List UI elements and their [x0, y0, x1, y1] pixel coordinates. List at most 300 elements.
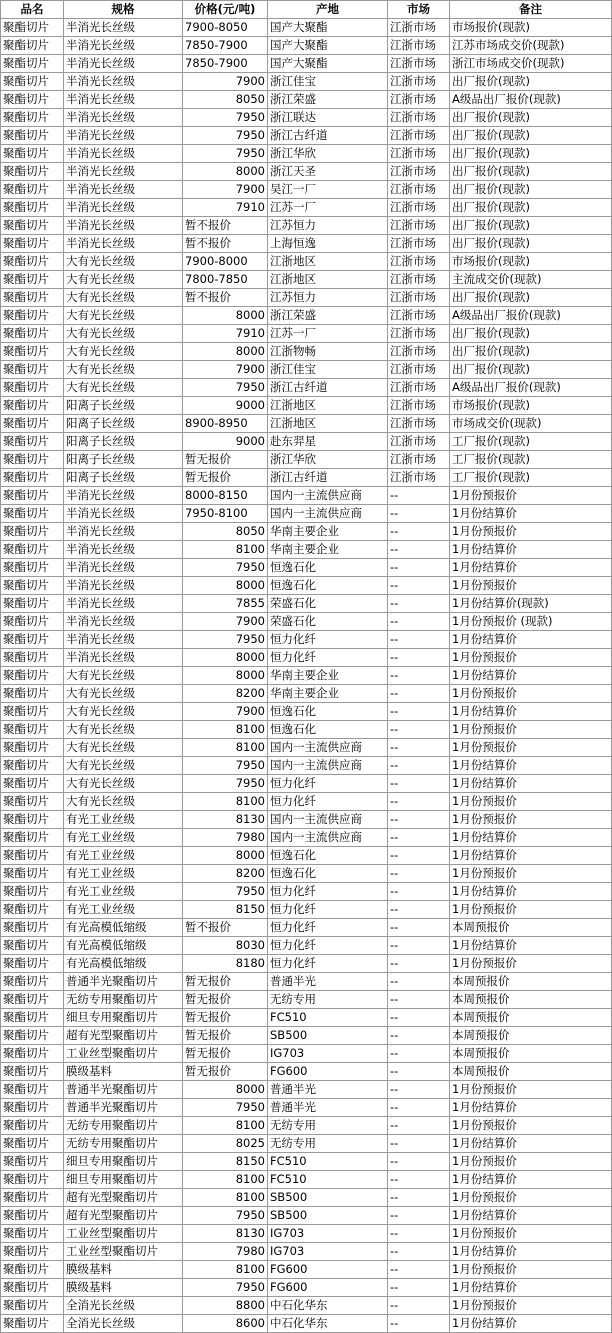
cell-product: 聚酯切片 — [1, 937, 64, 955]
cell-note: 1月份结算价 — [450, 631, 612, 649]
cell-origin: 恒力化纤 — [268, 775, 388, 793]
cell-note: 1月份预报价 — [450, 901, 612, 919]
cell-origin: 恒力化纤 — [268, 901, 388, 919]
cell-note: 1月份结算价 — [450, 1099, 612, 1117]
cell-market: 江浙市场 — [388, 163, 450, 181]
cell-market: 江浙市场 — [388, 271, 450, 289]
table-row — [1, 1153, 612, 1171]
cell-spec: 半消光长丝级 — [64, 577, 183, 595]
cell-price: 9000 — [183, 397, 268, 415]
cell-price: 8000 — [183, 649, 268, 667]
cell-origin: 浙江古纤道 — [268, 469, 388, 487]
cell-market: -- — [388, 541, 450, 559]
cell-note: 1月份预报价 — [450, 487, 612, 505]
cell-price: 暂无报价 — [183, 469, 268, 487]
cell-note: 1月份结算价 — [450, 829, 612, 847]
cell-origin: 江苏一厂 — [268, 199, 388, 217]
cell-note: 1月份预报价 — [450, 1297, 612, 1315]
cell-spec: 膜级基料 — [64, 1279, 183, 1297]
cell-origin: FC510 — [268, 1171, 388, 1189]
header-row — [1, 1, 612, 19]
cell-origin: 浙江古纤道 — [268, 379, 388, 397]
cell-product: 聚酯切片 — [1, 919, 64, 937]
cell-product: 聚酯切片 — [1, 703, 64, 721]
table-row — [1, 595, 612, 613]
cell-market: -- — [388, 595, 450, 613]
table-row — [1, 379, 612, 397]
cell-note: 1月份结算价 — [450, 937, 612, 955]
cell-note: 工厂报价(现款) — [450, 433, 612, 451]
header-price: 价格(元/吨) — [183, 1, 268, 19]
cell-origin: IG703 — [268, 1045, 388, 1063]
table-row — [1, 1189, 612, 1207]
cell-spec: 半消光长丝级 — [64, 199, 183, 217]
cell-origin: FG600 — [268, 1261, 388, 1279]
cell-product: 聚酯切片 — [1, 217, 64, 235]
table-row — [1, 199, 612, 217]
table-row — [1, 127, 612, 145]
cell-market: -- — [388, 1117, 450, 1135]
cell-product: 聚酯切片 — [1, 37, 64, 55]
cell-market: 江浙市场 — [388, 181, 450, 199]
cell-origin: 恒力化纤 — [268, 649, 388, 667]
cell-note: 出厂报价(现款) — [450, 217, 612, 235]
cell-spec: 有光工业丝级 — [64, 901, 183, 919]
cell-market: -- — [388, 523, 450, 541]
cell-origin: 国内一主流供应商 — [268, 487, 388, 505]
cell-note: 浙江市场成交价(现款) — [450, 55, 612, 73]
cell-price: 8200 — [183, 685, 268, 703]
cell-price: 9000 — [183, 433, 268, 451]
cell-spec: 全消光长丝级 — [64, 1315, 183, 1333]
cell-price: 暂无报价 — [183, 973, 268, 991]
cell-product: 聚酯切片 — [1, 505, 64, 523]
cell-price: 7950 — [183, 127, 268, 145]
cell-origin: SB500 — [268, 1027, 388, 1045]
cell-note: 1月份预报价 — [450, 1189, 612, 1207]
cell-spec: 有光高模低缩级 — [64, 955, 183, 973]
cell-price: 8050 — [183, 523, 268, 541]
cell-product: 聚酯切片 — [1, 991, 64, 1009]
table-row — [1, 1297, 612, 1315]
cell-origin: 华南主要企业 — [268, 541, 388, 559]
table-row — [1, 865, 612, 883]
cell-note: A级品出厂报价(现款) — [450, 379, 612, 397]
cell-product: 聚酯切片 — [1, 145, 64, 163]
cell-note: 工厂报价(现款) — [450, 451, 612, 469]
cell-product: 聚酯切片 — [1, 811, 64, 829]
cell-market: -- — [388, 811, 450, 829]
table-row — [1, 343, 612, 361]
table-row — [1, 1261, 612, 1279]
cell-note: 1月份结算价 — [450, 1207, 612, 1225]
table-row — [1, 685, 612, 703]
cell-origin: 浙江华欣 — [268, 451, 388, 469]
cell-product: 聚酯切片 — [1, 73, 64, 91]
cell-note: 本周预报价 — [450, 973, 612, 991]
cell-product: 聚酯切片 — [1, 1315, 64, 1333]
cell-product: 聚酯切片 — [1, 685, 64, 703]
table-row — [1, 109, 612, 127]
cell-product: 聚酯切片 — [1, 1207, 64, 1225]
cell-price: 7900-8000 — [183, 253, 268, 271]
cell-market: 江浙市场 — [388, 289, 450, 307]
cell-origin: 荣盛石化 — [268, 595, 388, 613]
table-row — [1, 901, 612, 919]
cell-price: 7800-7850 — [183, 271, 268, 289]
cell-spec: 大有光长丝级 — [64, 667, 183, 685]
cell-origin: IG703 — [268, 1225, 388, 1243]
cell-spec: 半消光长丝级 — [64, 649, 183, 667]
cell-spec: 半消光长丝级 — [64, 109, 183, 127]
cell-product: 聚酯切片 — [1, 523, 64, 541]
cell-product: 聚酯切片 — [1, 829, 64, 847]
cell-product: 聚酯切片 — [1, 469, 64, 487]
cell-market: -- — [388, 739, 450, 757]
cell-spec: 半消光长丝级 — [64, 163, 183, 181]
cell-market: 江浙市场 — [388, 145, 450, 163]
cell-market: 江浙市场 — [388, 433, 450, 451]
cell-product: 聚酯切片 — [1, 955, 64, 973]
cell-market: -- — [388, 883, 450, 901]
cell-price: 8150 — [183, 1153, 268, 1171]
cell-spec: 阳离子长丝级 — [64, 397, 183, 415]
cell-product: 聚酯切片 — [1, 361, 64, 379]
table-row — [1, 757, 612, 775]
cell-market: 江浙市场 — [388, 37, 450, 55]
cell-market: -- — [388, 955, 450, 973]
cell-note: 1月份结算价 — [450, 1171, 612, 1189]
cell-spec: 无纺专用聚酯切片 — [64, 991, 183, 1009]
table-row — [1, 1045, 612, 1063]
cell-spec: 半消光长丝级 — [64, 613, 183, 631]
cell-product: 聚酯切片 — [1, 865, 64, 883]
cell-note: 1月份预报价 — [450, 793, 612, 811]
cell-spec: 有光工业丝级 — [64, 811, 183, 829]
table-row — [1, 451, 612, 469]
cell-price: 7950 — [183, 1207, 268, 1225]
cell-market: -- — [388, 1009, 450, 1027]
cell-price: 8000 — [183, 307, 268, 325]
cell-price: 8000-8150 — [183, 487, 268, 505]
cell-origin: FC510 — [268, 1009, 388, 1027]
cell-spec: 半消光长丝级 — [64, 523, 183, 541]
cell-origin: 恒力化纤 — [268, 937, 388, 955]
cell-market: -- — [388, 1225, 450, 1243]
cell-product: 聚酯切片 — [1, 253, 64, 271]
cell-origin: 吴江一厂 — [268, 181, 388, 199]
table-row — [1, 361, 612, 379]
cell-price: 8100 — [183, 739, 268, 757]
cell-market: 江浙市场 — [388, 73, 450, 91]
cell-product: 聚酯切片 — [1, 739, 64, 757]
table-row — [1, 703, 612, 721]
cell-spec: 细旦专用聚酯切片 — [64, 1153, 183, 1171]
cell-price: 8200 — [183, 865, 268, 883]
cell-product: 聚酯切片 — [1, 559, 64, 577]
cell-origin: 国内一主流供应商 — [268, 829, 388, 847]
cell-market: -- — [388, 631, 450, 649]
cell-market: 江浙市场 — [388, 91, 450, 109]
cell-market: -- — [388, 487, 450, 505]
cell-note: 出厂报价(现款) — [450, 289, 612, 307]
cell-product: 聚酯切片 — [1, 307, 64, 325]
cell-product: 聚酯切片 — [1, 1153, 64, 1171]
cell-market: -- — [388, 1243, 450, 1261]
cell-price: 7950 — [183, 379, 268, 397]
cell-spec: 大有光长丝级 — [64, 721, 183, 739]
table-row — [1, 1063, 612, 1081]
cell-origin: 上海恒逸 — [268, 235, 388, 253]
cell-origin: 浙江荣盛 — [268, 91, 388, 109]
cell-spec: 细旦专用聚酯切片 — [64, 1171, 183, 1189]
cell-note: 本周预报价 — [450, 1045, 612, 1063]
cell-origin: 无纺专用 — [268, 1135, 388, 1153]
cell-origin: 普通半光 — [268, 1099, 388, 1117]
cell-market: 江浙市场 — [388, 469, 450, 487]
cell-price: 8800 — [183, 1297, 268, 1315]
cell-spec: 有光高模低缩级 — [64, 937, 183, 955]
cell-origin: 无纺专用 — [268, 991, 388, 1009]
cell-price: 8100 — [183, 721, 268, 739]
cell-product: 聚酯切片 — [1, 577, 64, 595]
cell-note: 1月份结算价(现款) — [450, 595, 612, 613]
cell-origin: 浙江华欣 — [268, 145, 388, 163]
cell-market: -- — [388, 667, 450, 685]
cell-note: 1月份结算价 — [450, 883, 612, 901]
cell-origin: FC510 — [268, 1153, 388, 1171]
table-row — [1, 55, 612, 73]
cell-market: 江浙市场 — [388, 343, 450, 361]
table-row — [1, 523, 612, 541]
cell-price: 7950 — [183, 559, 268, 577]
cell-spec: 大有光长丝级 — [64, 685, 183, 703]
cell-note: 1月份预报价 — [450, 1081, 612, 1099]
cell-spec: 大有光长丝级 — [64, 253, 183, 271]
cell-price: 7855 — [183, 595, 268, 613]
cell-product: 聚酯切片 — [1, 631, 64, 649]
cell-note: 1月份预报价 — [450, 649, 612, 667]
cell-origin: 恒逸石化 — [268, 847, 388, 865]
cell-spec: 半消光长丝级 — [64, 55, 183, 73]
cell-product: 聚酯切片 — [1, 1261, 64, 1279]
cell-spec: 大有光长丝级 — [64, 325, 183, 343]
cell-spec: 半消光长丝级 — [64, 487, 183, 505]
cell-price: 7900 — [183, 181, 268, 199]
table-row — [1, 1081, 612, 1099]
cell-product: 聚酯切片 — [1, 1279, 64, 1297]
table-row — [1, 271, 612, 289]
cell-note: 工厂报价(现款) — [450, 469, 612, 487]
table-row — [1, 613, 612, 631]
cell-spec: 有光工业丝级 — [64, 883, 183, 901]
cell-product: 聚酯切片 — [1, 379, 64, 397]
cell-price: 7900-8050 — [183, 19, 268, 37]
table-row — [1, 631, 612, 649]
cell-note: 出厂报价(现款) — [450, 361, 612, 379]
cell-price: 7980 — [183, 829, 268, 847]
cell-spec: 全消光长丝级 — [64, 1297, 183, 1315]
cell-product: 聚酯切片 — [1, 613, 64, 631]
cell-spec: 大有光长丝级 — [64, 289, 183, 307]
cell-spec: 超有光型聚酯切片 — [64, 1189, 183, 1207]
cell-market: -- — [388, 577, 450, 595]
cell-note: 江苏市场成交价(现款) — [450, 37, 612, 55]
cell-note: A级品出厂报价(现款) — [450, 307, 612, 325]
cell-price: 7850-7900 — [183, 55, 268, 73]
cell-market: -- — [388, 937, 450, 955]
cell-spec: 半消光长丝级 — [64, 91, 183, 109]
cell-market: 江浙市场 — [388, 361, 450, 379]
cell-market: 江浙市场 — [388, 415, 450, 433]
cell-origin: 浙江古纤道 — [268, 127, 388, 145]
cell-market: 江浙市场 — [388, 109, 450, 127]
table-row — [1, 91, 612, 109]
cell-market: -- — [388, 793, 450, 811]
cell-price: 暂无报价 — [183, 451, 268, 469]
cell-origin: 荣盛石化 — [268, 613, 388, 631]
cell-market: -- — [388, 685, 450, 703]
cell-product: 聚酯切片 — [1, 667, 64, 685]
cell-product: 聚酯切片 — [1, 757, 64, 775]
table-body — [1, 19, 612, 1333]
table-row — [1, 847, 612, 865]
cell-note: 出厂报价(现款) — [450, 181, 612, 199]
table-row — [1, 253, 612, 271]
header-spec: 规格 — [64, 1, 183, 19]
cell-note: 出厂报价(现款) — [450, 235, 612, 253]
cell-origin: 浙江荣盛 — [268, 307, 388, 325]
cell-market: 江浙市场 — [388, 55, 450, 73]
cell-price: 8100 — [183, 541, 268, 559]
cell-note: 本周预报价 — [450, 919, 612, 937]
cell-note: 1月份结算价 — [450, 541, 612, 559]
cell-market: -- — [388, 1297, 450, 1315]
cell-origin: 中石化华东 — [268, 1315, 388, 1333]
cell-origin: 恒力化纤 — [268, 793, 388, 811]
cell-product: 聚酯切片 — [1, 235, 64, 253]
table-row — [1, 1009, 612, 1027]
cell-note: 1月份结算价 — [450, 1243, 612, 1261]
cell-product: 聚酯切片 — [1, 1009, 64, 1027]
cell-product: 聚酯切片 — [1, 1189, 64, 1207]
table-row — [1, 487, 612, 505]
cell-price: 7950-8100 — [183, 505, 268, 523]
cell-price: 暂无报价 — [183, 1009, 268, 1027]
cell-price: 8000 — [183, 163, 268, 181]
cell-origin: 恒逸石化 — [268, 703, 388, 721]
cell-note: 市场报价(现款) — [450, 397, 612, 415]
cell-origin: 江浙地区 — [268, 415, 388, 433]
cell-note: 出厂报价(现款) — [450, 163, 612, 181]
cell-price: 8100 — [183, 793, 268, 811]
cell-market: -- — [388, 1153, 450, 1171]
cell-price: 7950 — [183, 1279, 268, 1297]
cell-market: -- — [388, 721, 450, 739]
cell-note: 1月份预报价 — [450, 577, 612, 595]
cell-origin: 恒逸石化 — [268, 721, 388, 739]
cell-product: 聚酯切片 — [1, 721, 64, 739]
cell-spec: 细旦专用聚酯切片 — [64, 1009, 183, 1027]
cell-origin: 江浙地区 — [268, 271, 388, 289]
cell-market: 江浙市场 — [388, 19, 450, 37]
header-origin: 产地 — [268, 1, 388, 19]
cell-origin: 恒力化纤 — [268, 883, 388, 901]
cell-market: -- — [388, 1045, 450, 1063]
cell-price: 8150 — [183, 901, 268, 919]
cell-note: 1月份预报价 — [450, 811, 612, 829]
cell-spec: 工业丝型聚酯切片 — [64, 1225, 183, 1243]
cell-note: 1月份结算价 — [450, 1135, 612, 1153]
cell-origin: 浙江联达 — [268, 109, 388, 127]
cell-spec: 膜级基料 — [64, 1063, 183, 1081]
cell-note: 出厂报价(现款) — [450, 127, 612, 145]
cell-note: 1月份预报价 — [450, 1117, 612, 1135]
cell-price: 8000 — [183, 1081, 268, 1099]
cell-market: -- — [388, 775, 450, 793]
table-row — [1, 1027, 612, 1045]
cell-market: -- — [388, 703, 450, 721]
cell-market: 江浙市场 — [388, 307, 450, 325]
cell-note: 本周预报价 — [450, 1009, 612, 1027]
cell-market: -- — [388, 1315, 450, 1333]
cell-market: -- — [388, 919, 450, 937]
cell-price: 7900 — [183, 361, 268, 379]
table-row — [1, 1135, 612, 1153]
cell-note: 1月份预报价 — [450, 955, 612, 973]
cell-spec: 有光工业丝级 — [64, 829, 183, 847]
table-row — [1, 919, 612, 937]
table-row — [1, 1315, 612, 1333]
cell-market: -- — [388, 973, 450, 991]
cell-spec: 半消光长丝级 — [64, 73, 183, 91]
cell-origin: 江苏恒力 — [268, 289, 388, 307]
cell-product: 聚酯切片 — [1, 91, 64, 109]
cell-price: 7950 — [183, 631, 268, 649]
cell-note: 1月份结算价 — [450, 1315, 612, 1333]
cell-price: 8130 — [183, 1225, 268, 1243]
cell-spec: 大有光长丝级 — [64, 361, 183, 379]
cell-note: 本周预报价 — [450, 991, 612, 1009]
cell-origin: 浙江天圣 — [268, 163, 388, 181]
cell-market: 江浙市场 — [388, 379, 450, 397]
table-row — [1, 577, 612, 595]
cell-product: 聚酯切片 — [1, 127, 64, 145]
cell-origin: 恒力化纤 — [268, 919, 388, 937]
cell-spec: 普通半光聚酯切片 — [64, 973, 183, 991]
cell-spec: 普通半光聚酯切片 — [64, 1081, 183, 1099]
cell-spec: 膜级基料 — [64, 1261, 183, 1279]
table-row — [1, 19, 612, 37]
table-row — [1, 829, 612, 847]
cell-origin: 华南主要企业 — [268, 667, 388, 685]
cell-market: 江浙市场 — [388, 217, 450, 235]
cell-price: 7950 — [183, 883, 268, 901]
cell-price: 暂无报价 — [183, 1027, 268, 1045]
cell-spec: 半消光长丝级 — [64, 145, 183, 163]
table-row — [1, 541, 612, 559]
cell-price: 7950 — [183, 145, 268, 163]
cell-spec: 半消光长丝级 — [64, 181, 183, 199]
table-row — [1, 775, 612, 793]
cell-spec: 大有光长丝级 — [64, 739, 183, 757]
cell-market: 江浙市场 — [388, 199, 450, 217]
cell-market: 江浙市场 — [388, 253, 450, 271]
cell-note: 1月份结算价 — [450, 847, 612, 865]
cell-note: 出厂报价(现款) — [450, 325, 612, 343]
cell-market: -- — [388, 1279, 450, 1297]
cell-product: 聚酯切片 — [1, 325, 64, 343]
